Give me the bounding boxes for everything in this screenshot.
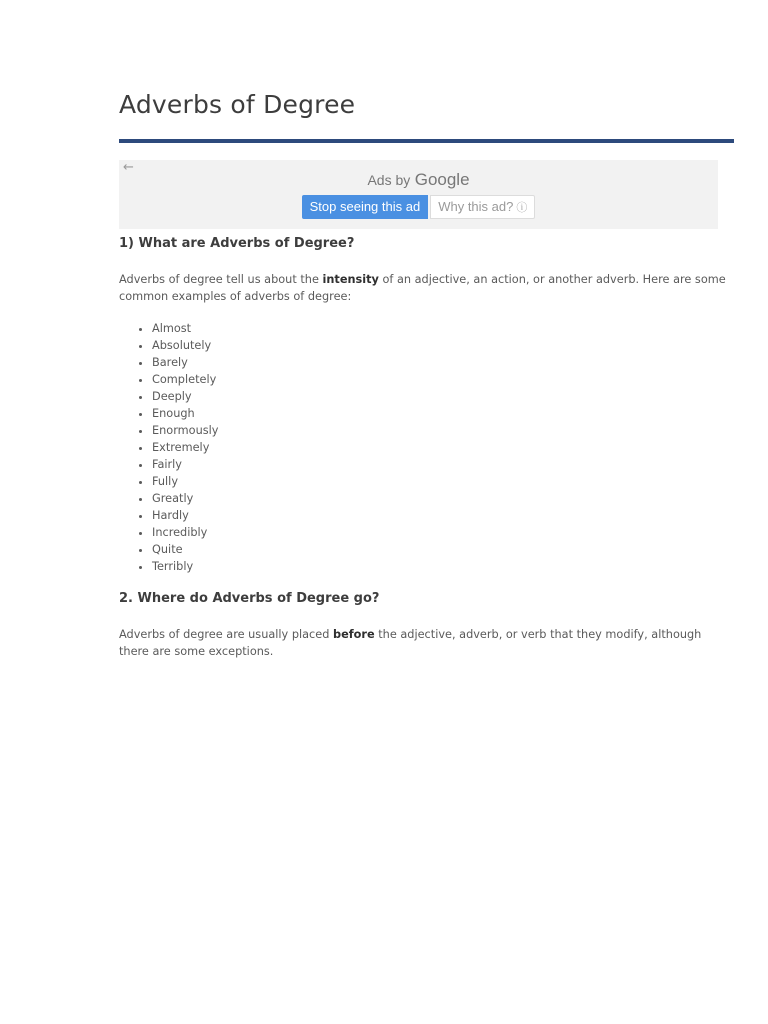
section1-para-text-2: of an adjective, an action, or another adverb. Here are some common examples of adverbs of degree: — [119, 273, 726, 303]
list-item: • Barely — [152, 354, 218, 371]
section2-paragraph — [119, 626, 734, 660]
list-item: • Extremely — [152, 439, 218, 456]
section1-paragraph — [119, 271, 734, 305]
ad-buttons — [119, 195, 718, 219]
section2-para-text-2: the adjective, adverb, or verb that they modify, although there are some exceptions. — [119, 628, 702, 658]
left-arrow-icon[interactable]: ← — [123, 160, 134, 175]
list-item: • Absolutely — [152, 337, 218, 354]
list-item: • Incredibly — [152, 524, 218, 541]
section2-para-text-1: Adverbs of degree are usually placed — [119, 628, 333, 641]
ad-panel — [119, 160, 718, 229]
section1-para-bold: intensity — [322, 273, 379, 286]
list-item: • Deeply — [152, 388, 218, 405]
why-this-ad-button[interactable] — [430, 195, 535, 219]
ads-by-label — [119, 170, 718, 190]
list-item: • Fully — [152, 473, 218, 490]
list-item: • Enormously — [152, 422, 218, 439]
section2-para-bold: before — [332, 628, 375, 641]
section1-heading: 1) What are Adverbs of Degree? — [119, 236, 355, 251]
list-item: • Fairly — [152, 456, 218, 473]
list-item: • Enough — [152, 405, 218, 422]
list-item: • Completely — [152, 371, 218, 388]
title-divider — [119, 139, 734, 143]
list-item: • Terribly — [152, 558, 218, 575]
section2-heading: 2. Where do Adverbs of Degree go? — [119, 591, 380, 606]
adverb-list — [133, 320, 218, 575]
ads-brand: Google — [414, 170, 470, 189]
list-item: • Greatly — [152, 490, 218, 507]
info-icon: ⓘ — [516, 202, 528, 214]
why-this-ad-label: Why this ad? — [438, 199, 514, 214]
ads-by-text: Ads by — [367, 172, 411, 188]
page-title: Adverbs of Degree — [119, 90, 356, 119]
stop-seeing-ad-button[interactable]: Stop seeing this ad — [302, 195, 429, 219]
list-item: • Almost — [152, 320, 218, 337]
list-item: • Hardly — [152, 507, 218, 524]
section1-para-text-1: Adverbs of degree tell us about the — [119, 273, 323, 286]
list-item: • Quite — [152, 541, 218, 558]
